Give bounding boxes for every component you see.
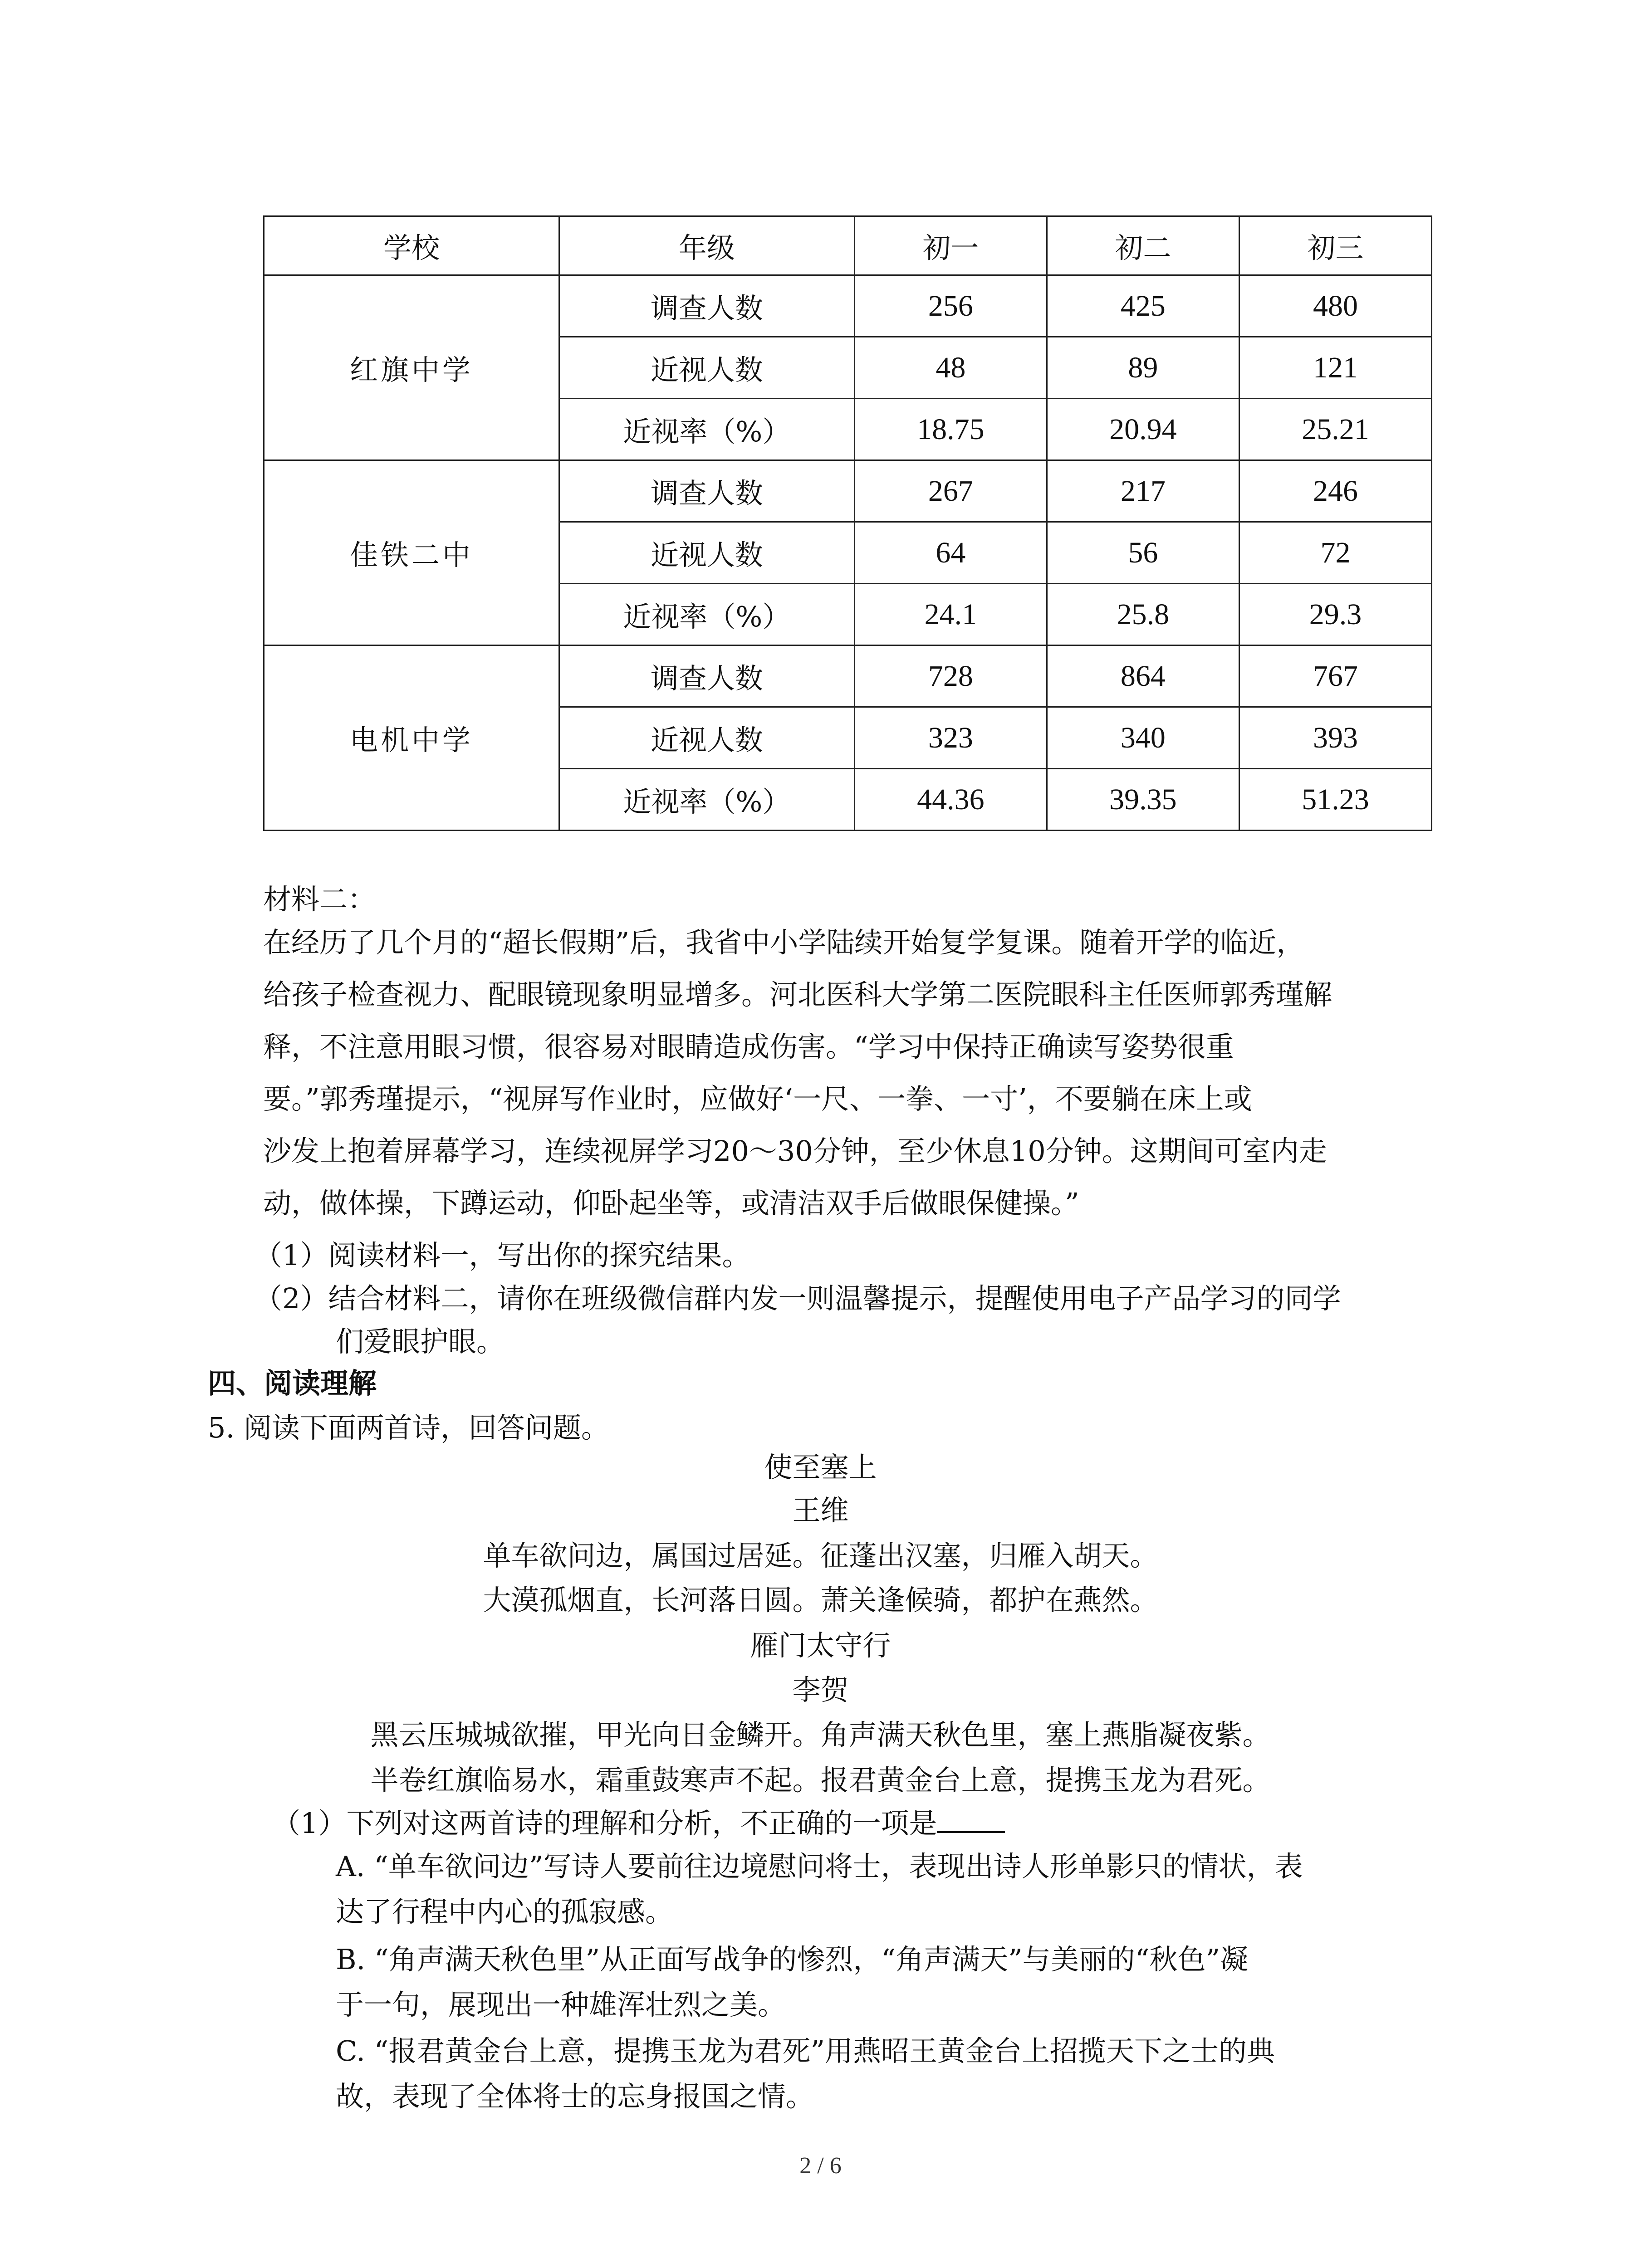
header-grade-3: 初三	[1239, 216, 1431, 275]
table-row	[264, 275, 1432, 337]
poem-2-title: 雁门太守行	[750, 1629, 891, 1662]
table-cell: 51.23	[1239, 769, 1431, 831]
table-row	[264, 645, 1432, 707]
paragraph-line: 释，不注意用眼习惯，很容易对眼睛造成伤害。“学习中保持正确读写姿势很重	[263, 1030, 1234, 1063]
paragraph-line: 动，做体操，下蹲运动，仰卧起坐等，或清洁双手后做眼保健操。”	[263, 1187, 1079, 1220]
table-cell: 89	[1047, 337, 1239, 399]
option-a-line: 达了行程中内心的孤寂感。	[336, 1895, 674, 1928]
material-2-title: 材料二：	[263, 883, 376, 916]
school-name-cell: 佳铁二中	[264, 460, 559, 645]
question-stem-text: （1）下列对这两首诗的理解和分析，不正确的一项是	[272, 1807, 937, 1840]
table-cell: 39.35	[1047, 769, 1239, 831]
table-cell: 25.21	[1239, 399, 1431, 460]
row-label: 调查人数	[559, 275, 854, 337]
question-1-prompt: （1）阅读材料一，写出你的探究结果。	[254, 1239, 750, 1272]
question-5-prompt: 5. 阅读下面两首诗，回答问题。	[208, 1411, 609, 1444]
poem-1-line: 大漠孤烟直，长河落日圆。萧关逢候骑，都护在燕然。	[483, 1584, 1158, 1617]
table-cell: 18.75	[854, 399, 1047, 460]
header-grade-2: 初二	[1047, 216, 1239, 275]
myopia-survey-table	[263, 215, 1432, 831]
table-cell: 480	[1239, 275, 1431, 337]
paragraph-line: 在经历了几个月的“超长假期”后，我省中小学陆续开始复学复课。随着开学的临近，	[263, 926, 1305, 959]
poem-1-line: 单车欲问边，属国过居延。征蓬出汉塞，归雁入胡天。	[483, 1539, 1158, 1572]
row-label: 近视率（%）	[559, 584, 854, 645]
paragraph-line: 给孩子检查视力、配眼镜现象明显增多。河北医科大学第二医院眼科主任医师郭秀瑾解	[263, 978, 1332, 1011]
row-label: 调查人数	[559, 645, 854, 707]
table-cell: 267	[854, 460, 1047, 522]
row-label: 调查人数	[559, 460, 854, 522]
table-cell: 728	[854, 645, 1047, 707]
header-grade-1: 初一	[854, 216, 1047, 275]
table-cell: 20.94	[1047, 399, 1239, 460]
table-cell: 246	[1239, 460, 1431, 522]
question-2-prompt-continued: 们爱眼护眼。	[336, 1325, 505, 1358]
poem-2-line: 半卷红旗临易水，霜重鼓寒声不起。报君黄金台上意，提携玉龙为君死。	[370, 1764, 1271, 1797]
table-header-row	[264, 216, 1432, 275]
school-name-cell: 红旗中学	[264, 275, 559, 460]
section-heading: 四、阅读理解	[208, 1367, 377, 1400]
table-cell: 256	[854, 275, 1047, 337]
table-cell: 864	[1047, 645, 1239, 707]
table-cell: 48	[854, 337, 1047, 399]
option-c-line: C. “报君黄金台上意，提携玉龙为君死”用燕昭王黄金台上招揽天下之士的典	[336, 2034, 1275, 2068]
table-cell: 24.1	[854, 584, 1047, 645]
poem-1-author: 王维	[792, 1494, 849, 1527]
option-c	[336, 2028, 1275, 2119]
answer-blank[interactable]	[937, 1804, 1005, 1833]
table-cell: 767	[1239, 645, 1431, 707]
poem-2-author: 李贺	[792, 1673, 849, 1706]
option-c-line: 故，表现了全体将士的忘身报国之情。	[336, 2080, 814, 2113]
row-label: 近视人数	[559, 337, 854, 399]
row-label: 近视人数	[559, 522, 854, 584]
table-cell: 393	[1239, 707, 1431, 769]
table-cell: 44.36	[854, 769, 1047, 831]
paragraph-line: 要。”郭秀瑾提示，“视屏写作业时，应做好‘一尺、一拳、一寸’，不要躺在床上或	[263, 1082, 1252, 1115]
option-a-line: A. “单车欲问边”写诗人要前往边境慰问将士，表现出诗人形单影只的情状，表	[336, 1850, 1303, 1883]
material-2-paragraph	[263, 916, 1332, 1229]
header-grade: 年级	[559, 216, 854, 275]
option-b-line: 于一句，展现出一种雄浑壮烈之美。	[336, 1988, 786, 2021]
row-label: 近视人数	[559, 707, 854, 769]
paragraph-line: 沙发上抱着屏幕学习，连续视屏学习20～30分钟，至少休息10分钟。这期间可室内走	[263, 1134, 1327, 1168]
school-name-cell: 电机中学	[264, 645, 559, 831]
header-school: 学校	[264, 216, 559, 275]
option-b	[336, 1937, 1248, 2028]
question-stem	[272, 1797, 1005, 1849]
table-cell: 29.3	[1239, 584, 1431, 645]
option-b-line: B. “角声满天秋色里”从正面写战争的惨烈，“角声满天”与美丽的“秋色”凝	[336, 1943, 1249, 1976]
poem-2-line: 黑云压城城欲摧，甲光向日金鳞开。角声满天秋色里，塞上燕脂凝夜紫。	[370, 1718, 1271, 1751]
table-cell: 25.8	[1047, 584, 1239, 645]
row-label: 近视率（%）	[559, 399, 854, 460]
page-number: 2 / 6	[799, 2153, 842, 2179]
table-cell: 72	[1239, 522, 1431, 584]
poem-1-title: 使至塞上	[764, 1451, 877, 1484]
table-cell: 64	[854, 522, 1047, 584]
table-cell: 425	[1047, 275, 1239, 337]
row-label: 近视率（%）	[559, 769, 854, 831]
table-cell: 121	[1239, 337, 1431, 399]
question-2-prompt: （2）结合材料二，请你在班级微信群内发一则温馨提示，提醒使用电子产品学习的同学	[254, 1282, 1341, 1315]
table-row	[264, 460, 1432, 522]
option-a	[336, 1844, 1303, 1935]
table-cell: 56	[1047, 522, 1239, 584]
table-cell: 340	[1047, 707, 1239, 769]
table-cell: 323	[854, 707, 1047, 769]
table-cell: 217	[1047, 460, 1239, 522]
